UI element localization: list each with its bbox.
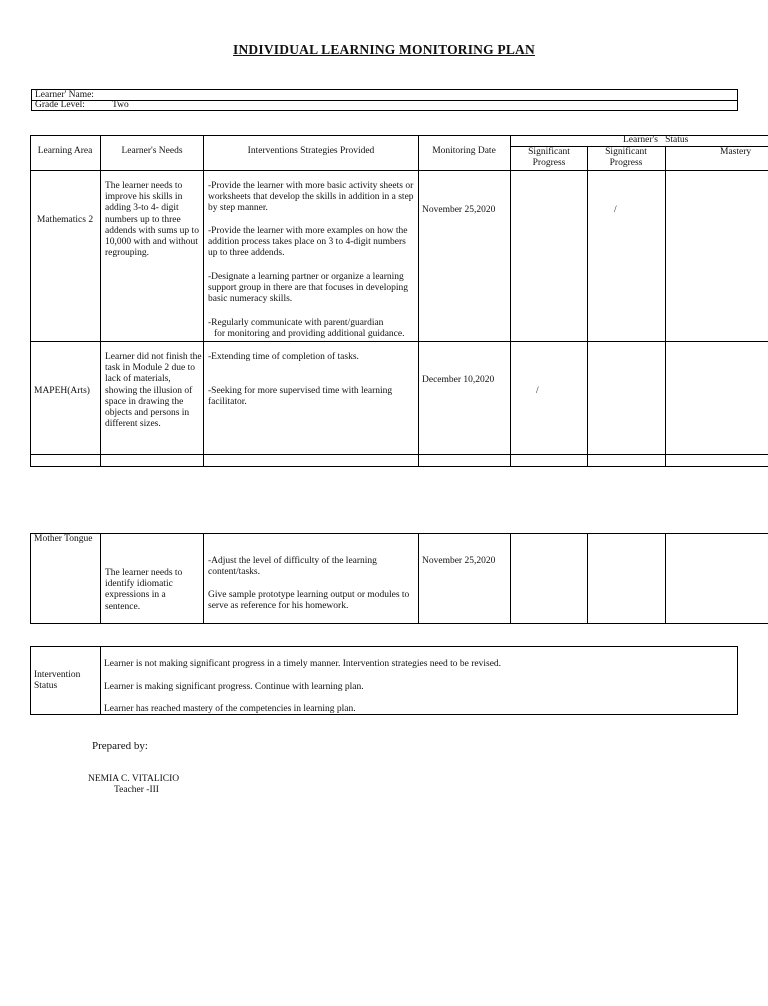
mother-tongue-table xyxy=(30,533,768,624)
header-learners-needs: Learner's Needs xyxy=(121,146,183,156)
grade-level-row xyxy=(35,100,129,111)
row-1-monitoring-date: November 25,2020 xyxy=(422,205,496,215)
header-learners-status: Learner's Status xyxy=(623,135,689,145)
learner-name-label: Learner' Name: xyxy=(35,90,94,100)
header-status-significant-progress-1: Significant Progress xyxy=(528,147,570,169)
mother-tongue-intervention-2: Give sample prototype learning output or modules to serve as reference for his homework. xyxy=(208,590,410,612)
header-status-significant-progress-2: Significant Progress xyxy=(605,147,647,169)
row-2-intervention-1: -Extending time of completion of tasks. xyxy=(208,352,359,362)
mother-tongue-needs: The learner needs to identify idiomatic expressions in a sentence. xyxy=(105,568,183,612)
mother-tongue-area: Mother Tongue xyxy=(34,534,93,544)
grade-level-label: Grade Level: xyxy=(35,100,85,110)
row-1-intervention-3: -Designate a learning partner or organize a learning support group in there are that focuses in developing basic numeracy skills. xyxy=(208,272,408,305)
row-1-status-mark-2: / xyxy=(614,205,617,215)
row-2-status-mark-1: / xyxy=(536,386,539,396)
mother-tongue-intervention-1: -Adjust the level of difficulty of the learning content/tasks. xyxy=(208,556,377,578)
intervention-status-item-3: Learner has reached mastery of the competencies in learning plan. xyxy=(104,704,356,714)
grade-level-value: Two xyxy=(112,100,129,110)
learner-info-box xyxy=(31,89,738,111)
intervention-status-item-1: Learner is not making significant progress in a timely manner. Intervention strategies need to be revised. xyxy=(104,659,502,669)
preparer-name: NEMIA C. VITALICIO xyxy=(88,774,180,784)
intervention-status-label: Intervention Status xyxy=(34,670,81,692)
row-2-monitoring-date: December 10,2020 xyxy=(422,375,495,385)
intervention-status-box xyxy=(30,646,738,715)
row-1-intervention-5: for monitoring and providing additional guidance. xyxy=(214,329,405,339)
row-1-intervention-1: -Provide the learner with more basic activity sheets or worksheets that develop the skills in addition in a step by step manner. xyxy=(208,181,414,214)
row-1-learners-needs: The learner needs to improve his skills in adding 3-to 4- digit numbers up to three addends with sums up to 10,000 with and without regrouping. xyxy=(105,181,199,259)
row-2-learners-needs: Learner did not finish the task in Module 2 due to lack of materials, showing the illusion of space in drawing the objects and persons in different sizes. xyxy=(105,352,202,430)
row-1-intervention-4: -Regularly communicate with parent/guardian xyxy=(208,318,384,328)
page-title: INDIVIDUAL LEARNING MONITORING PLAN xyxy=(233,42,535,57)
preparer-position: Teacher -III xyxy=(114,785,159,795)
mother-tongue-monitoring-date: November 25,2020 xyxy=(422,556,496,566)
header-status-mastery: Mastery xyxy=(720,147,752,157)
header-monitoring-date: Monitoring Date xyxy=(432,146,496,156)
prepared-by-label: Prepared by: xyxy=(92,740,148,752)
row-2-learning-area: MAPEH(Arts) xyxy=(34,386,90,396)
header-learning-area: Learning Area xyxy=(37,146,93,156)
intervention-status-item-2: Learner is making significant progress. Continue with learning plan. xyxy=(104,682,364,692)
row-2-intervention-2: -Seeking for more supervised time with learning facilitator. xyxy=(208,386,393,408)
header-interventions: Interventions Strategies Provided xyxy=(247,146,375,156)
monitoring-table xyxy=(30,135,768,467)
row-1-intervention-2: -Provide the learner with more examples on how the addition process takes place on 3 to 4-digit numbers up to three addends. xyxy=(208,226,408,259)
row-1-learning-area: Mathematics 2 xyxy=(36,215,94,225)
